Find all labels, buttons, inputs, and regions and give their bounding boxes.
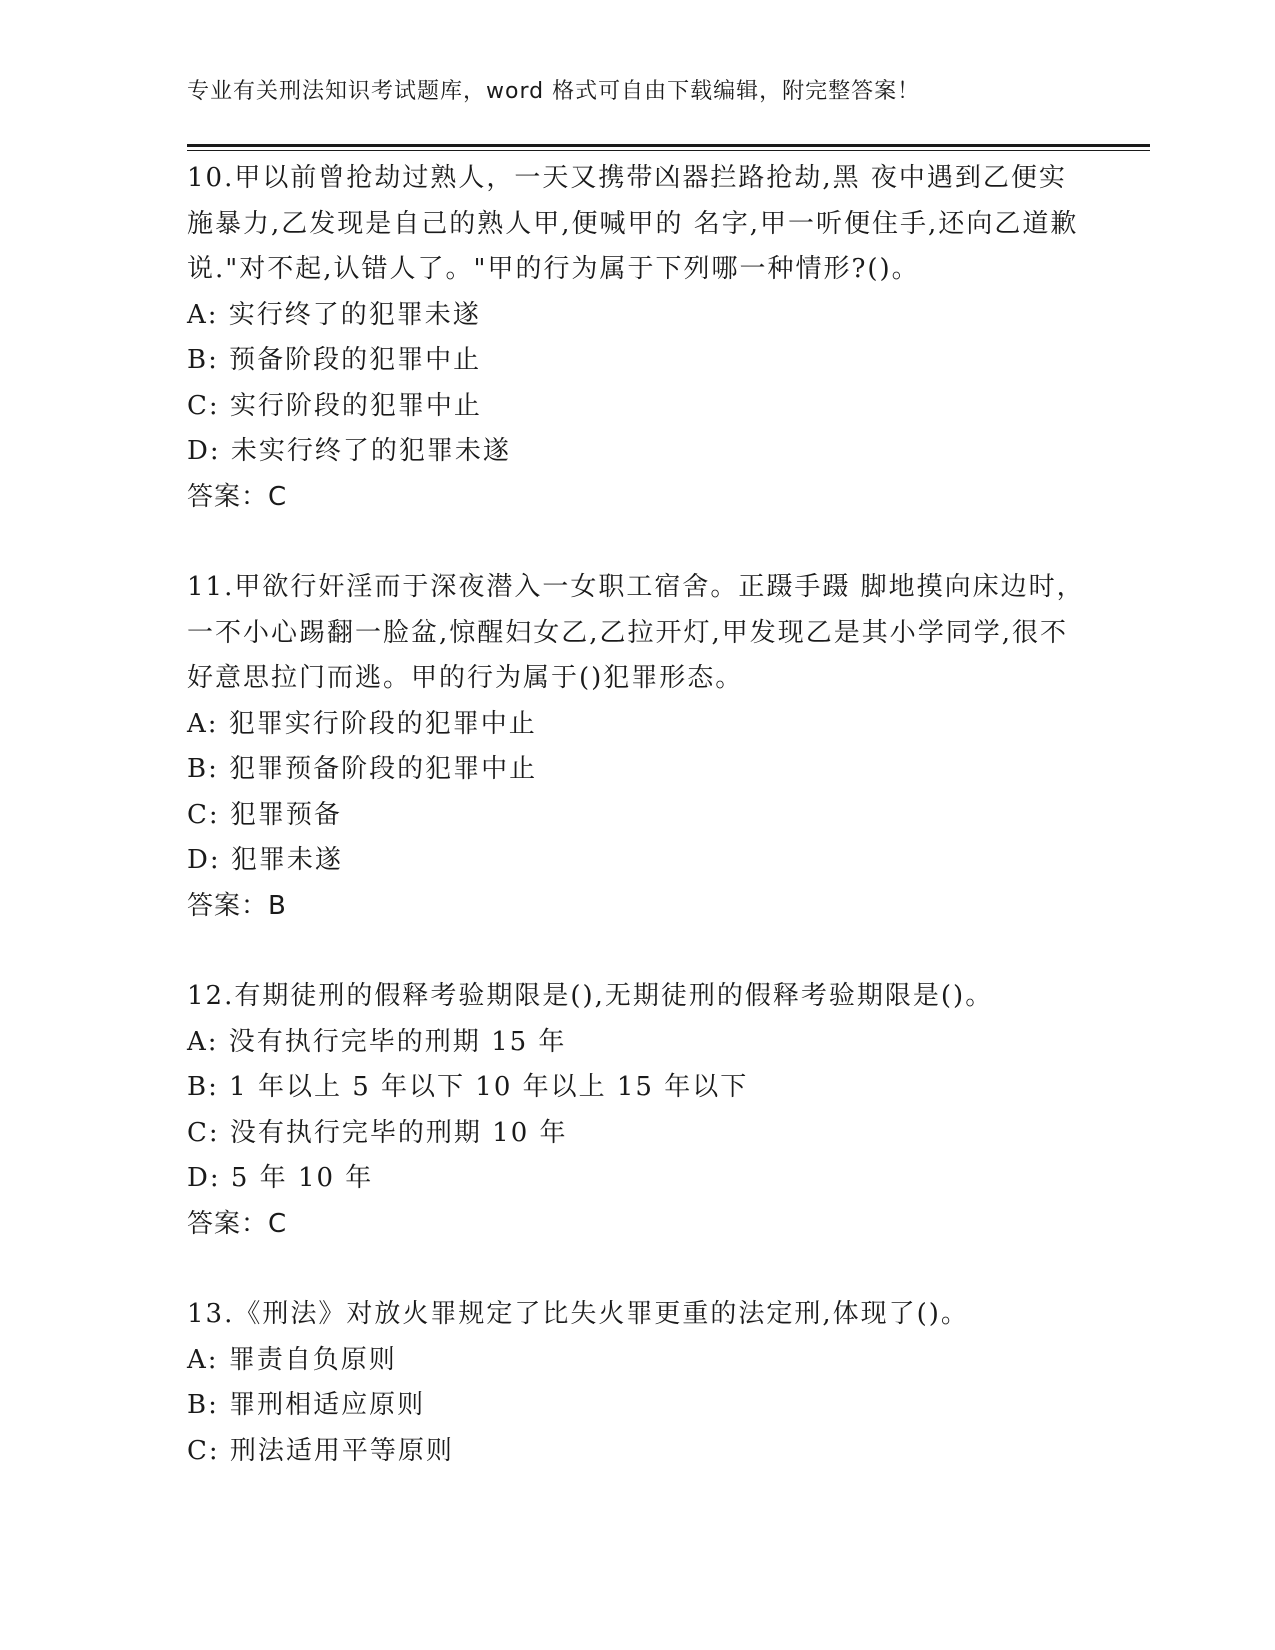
header-rule-thin	[187, 150, 1150, 151]
option-b: B: 1 年以上 5 年以下 10 年以上 15 年以下	[187, 1072, 749, 1102]
question-list	[187, 156, 1087, 1474]
question-stem: 13.《刑法》对放火罪规定了比失火罪更重的法定刑,体现了()。	[187, 1299, 969, 1329]
option-c: C: 刑法适用平等原则	[187, 1435, 454, 1466]
option-d: D: 5 年 10 年	[187, 1163, 374, 1193]
option-b: B: 罪刑相适应原则	[187, 1390, 426, 1420]
answer: 答案：B	[187, 890, 287, 921]
option-a: A: 实行终了的犯罪未遂	[187, 299, 481, 330]
question-13	[187, 1292, 1087, 1474]
option-a: A: 犯罪实行阶段的犯罪中止	[187, 708, 537, 739]
question-10	[187, 156, 1087, 520]
option-c: C: 没有执行完毕的刑期 10 年	[187, 1117, 568, 1148]
option-c: C: 实行阶段的犯罪中止	[187, 390, 482, 421]
option-b: B: 犯罪预备阶段的犯罪中止	[187, 754, 538, 784]
option-a: A: 没有执行完毕的刑期 15 年	[187, 1026, 567, 1057]
question-stem: 11.甲欲行奸淫而于深夜潜入一女职工宿舍。正蹑手蹑 脚地摸向床边时，一不小心踢翻一脸盆,惊醒妇女乙,乙拉开灯,甲发现乙是其小学同学,很不好意思拉门而逃。甲的行为属于()犯罪形态。	[187, 572, 1085, 693]
question-stem: 12.有期徒刑的假释考验期限是(),无期徒刑的假释考验期限是()。	[187, 981, 994, 1011]
answer: 答案：C	[187, 481, 288, 512]
option-a: A: 罪责自负原则	[187, 1344, 397, 1375]
question-11	[187, 565, 1087, 929]
option-b: B: 预备阶段的犯罪中止	[187, 345, 482, 375]
option-d: D: 未实行终了的犯罪未遂	[187, 436, 511, 466]
answer: 答案：C	[187, 1208, 288, 1239]
question-stem: 10.甲以前曾抢劫过熟人，一天又携带凶器拦路抢劫,黑 夜中遇到乙便实施暴力,乙发现是自己的熟人甲,便喊甲的 名字,甲一听便住手,还向乙道歉说."对不起,认错人了。"甲的行为属于下列哪一种情形?()。	[187, 163, 1079, 284]
option-d: D: 犯罪未遂	[187, 845, 343, 875]
option-c: C: 犯罪预备	[187, 799, 342, 830]
header-rule-thick	[187, 144, 1150, 147]
question-12	[187, 974, 1087, 1247]
page-header: 专业有关刑法知识考试题库，word 格式可自由下载编辑，附完整答案！	[187, 79, 921, 104]
